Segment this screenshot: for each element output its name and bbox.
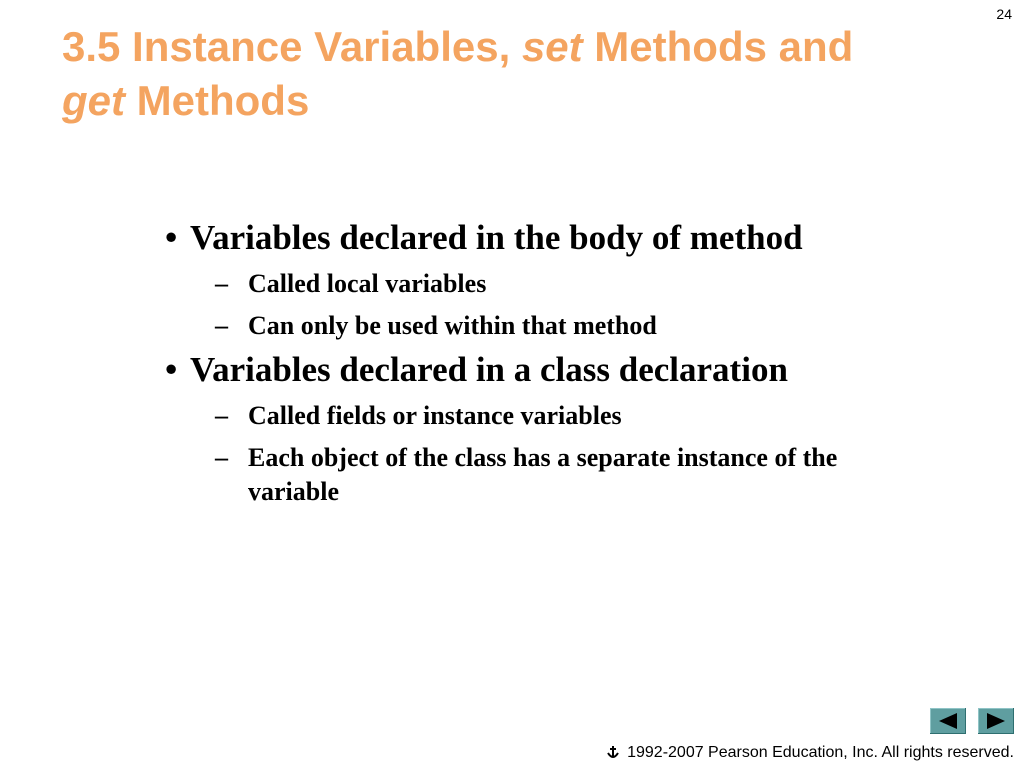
bullet-dot: • bbox=[165, 218, 178, 257]
title-part1: 3.5 Instance Variables, bbox=[62, 23, 522, 70]
pearson-logo-icon bbox=[605, 745, 621, 761]
copyright-text: 1992-2007 Pearson Education, Inc. All rights reserved. bbox=[627, 744, 1014, 761]
sub-bullet-item bbox=[215, 441, 925, 509]
slide-navigation bbox=[930, 708, 1014, 734]
title-italic-get: get bbox=[62, 77, 125, 124]
bullet-dot: • bbox=[165, 350, 178, 389]
dash-marker: – bbox=[215, 401, 228, 430]
sub-bullet-text: Called fields or instance variables bbox=[248, 401, 622, 430]
slide-number: 24 bbox=[996, 6, 1012, 22]
bullet-item bbox=[165, 349, 925, 391]
sub-bullet-text: Each object of the class has a separate instance of the variable bbox=[248, 443, 838, 506]
sub-bullet-item bbox=[215, 267, 925, 301]
bullet-text: Variables declared in a class declaration bbox=[190, 350, 788, 389]
previous-slide-button[interactable] bbox=[930, 708, 966, 734]
dash-marker: – bbox=[215, 443, 228, 472]
dash-marker: – bbox=[215, 269, 228, 298]
slide-title bbox=[62, 20, 962, 128]
sub-bullet-item bbox=[215, 309, 925, 343]
slide-content bbox=[165, 215, 925, 509]
bullet-text: Variables declared in the body of method bbox=[190, 218, 803, 257]
sub-bullet-text: Can only be used within that method bbox=[248, 311, 657, 340]
bullet-item bbox=[165, 217, 925, 259]
title-part2: Methods and bbox=[582, 23, 854, 70]
copyright-footer bbox=[605, 744, 1014, 762]
dash-marker: – bbox=[215, 311, 228, 340]
right-arrow-icon bbox=[987, 713, 1005, 729]
left-arrow-icon bbox=[939, 713, 957, 729]
sub-bullet-text: Called local variables bbox=[248, 269, 487, 298]
title-part3: Methods bbox=[125, 77, 310, 124]
title-italic-set: set bbox=[521, 23, 583, 70]
sub-bullet-item bbox=[215, 399, 925, 433]
next-slide-button[interactable] bbox=[978, 708, 1014, 734]
